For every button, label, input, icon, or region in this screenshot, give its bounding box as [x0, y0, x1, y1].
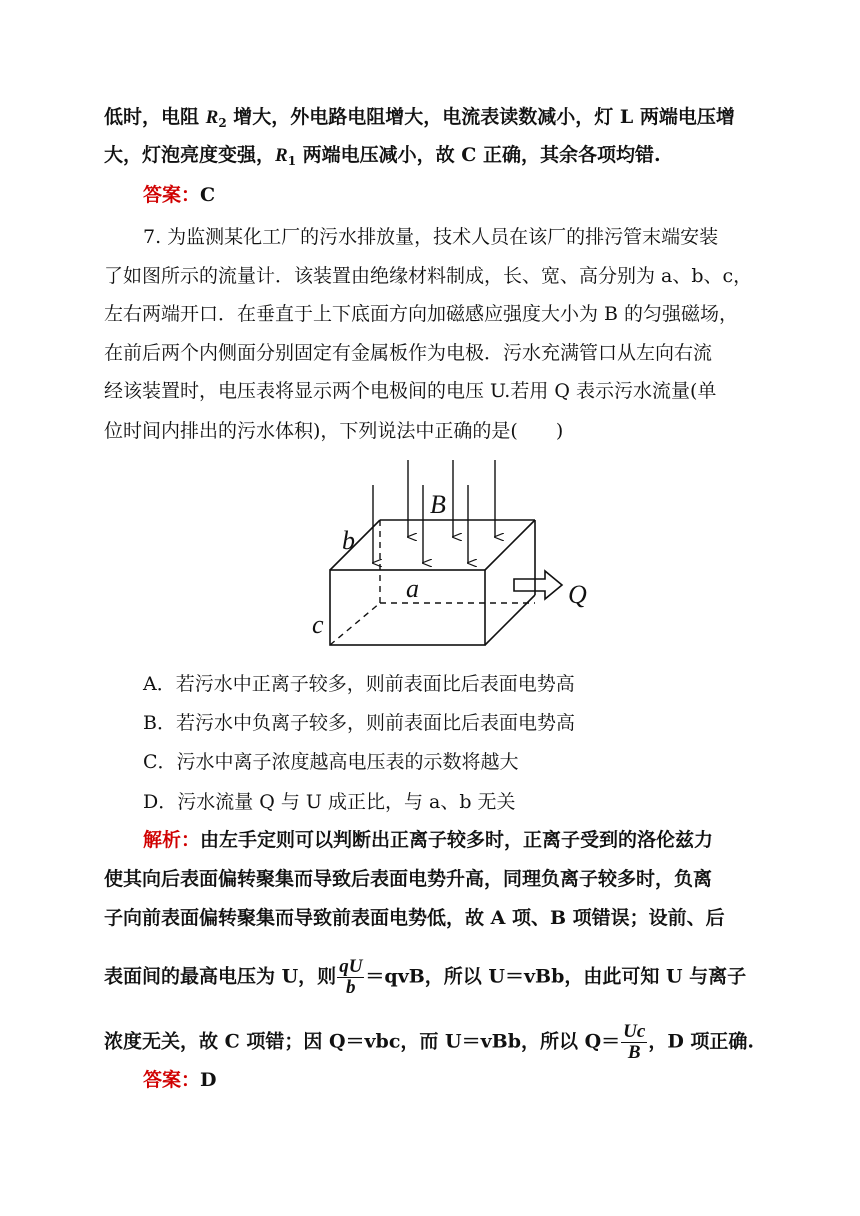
solution-line-2: 使其向后表面偏转聚集而导致后表面电势升高，同理负离子较多时，负离	[104, 868, 713, 890]
solution-line-3: 子向前表面偏转聚集而导致前表面电势低，故 A 项、B 项错误；设前、后	[104, 907, 725, 929]
prev-answer: 答案：C	[143, 184, 216, 206]
flowmeter-diagram	[300, 455, 600, 655]
prev-solution-line-1: 低时，电阻 $R_2$ 增大，外电路电阻增大，电流表读数减小，灯 L 两端电压增	[104, 106, 735, 130]
option-d: D．污水流量 Q 与 U 成正比，与 a、b 无关	[143, 791, 516, 813]
question-line-4: 在前后两个内侧面分别固定有金属板作为电极．污水充满管口从左向右流	[104, 342, 713, 364]
label-b: b	[342, 526, 355, 555]
label-c: c	[312, 610, 324, 639]
label-Q: Q	[568, 580, 587, 609]
label-B: B	[430, 490, 446, 519]
solution-line-4: 表面间的最高电压为 U，则 $\frac{qU}{b}$ ＝qvB，所以 U＝vBb，由此可知 U 与离子	[104, 956, 747, 998]
answer: 答案：D	[143, 1069, 217, 1091]
question-line-2: 了如图所示的流量计．该装置由绝缘材料制成，长、宽、高分别为 a、b、c，	[104, 265, 753, 287]
option-c: C．污水中离子浓度越高电压表的示数将越大	[143, 751, 519, 773]
question-line-1: 7. 为监测某化工厂的污水排放量，技术人员在该厂的排污管末端安装	[143, 226, 719, 248]
option-b: B．若污水中负离子较多，则前表面比后表面电势高	[143, 712, 575, 734]
option-a: A．若污水中正离子较多，则前表面比后表面电势高	[143, 673, 575, 695]
label-a: a	[406, 574, 419, 603]
question-line-3: 左右两端开口．在垂直于上下底面方向加磁感应强度大小为 B 的匀强磁场，	[104, 303, 739, 325]
box-shape	[330, 520, 535, 645]
question-line-6: 位时间内排出的污水体积)，下列说法中正确的是( )	[104, 420, 564, 442]
prev-solution-line-2: 大，灯泡亮度变强，$R_1$ 两端电压减小，故 C 正确，其余各项均错.	[104, 144, 661, 168]
fraction-qU-b: $\frac{qU}{b}$	[339, 956, 363, 998]
flow-arrow-icon	[514, 571, 562, 599]
solution-line-5: 浓度无关，故 C 项错；因 Q＝vbc，而 U＝vBb，所以 Q＝ $\frac{Uc}{B}$ ，D 项正确.	[104, 1021, 755, 1063]
question-line-5: 经该装置时，电压表将显示两个电极间的电压 U.若用 Q 表示污水流量(单	[104, 380, 717, 402]
solution-line-1: 解析：由左手定则可以判断出正离子较多时，正离子受到的洛伦兹力	[143, 829, 714, 851]
fraction-Uc-B: $\frac{Uc}{B}$	[623, 1021, 646, 1063]
